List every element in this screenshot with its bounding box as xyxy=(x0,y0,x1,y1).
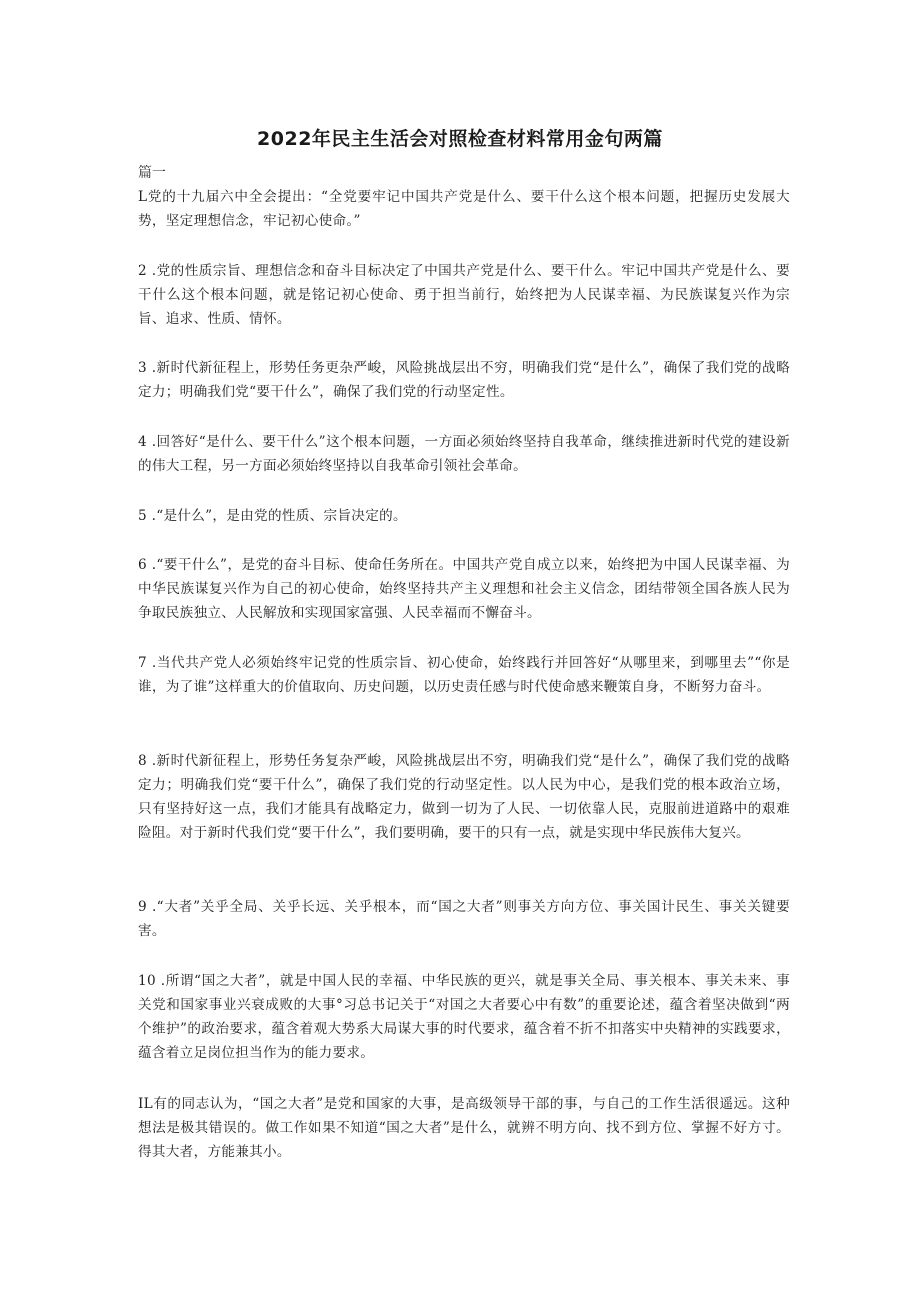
paragraph-5: 5 .“是什么”，是由党的性质、宗旨决定的。 xyxy=(138,508,407,524)
document-title: 2022年民主生活会对照检查材料常用金句两篇 xyxy=(257,128,663,150)
paragraph-11: IL有的同志认为，“国之大者”是党和国家的大事，是高级领导干部的事，与自己的工作生活很遥远。这种想法是极其错误的。做工作如果不知道“国之大者”是什么，就辨不明方向、找不到方位、掌握不好方寸。得其大者，方能兼其小。 xyxy=(138,1096,790,1160)
paragraph-1: L党的十九届六中全会提出：“全党要牢记中国共产党是什么、要干什么这个根本问题，把握历史发展大势，坚定理想信念，牢记初心使命。” xyxy=(138,189,790,229)
paragraph-6: 6 .“要干什么”，是党的奋斗目标、使命任务所在。中国共产党自成立以来，始终把为中国人民谋幸福、为中华民族谋复兴作为自己的初心使命，始终坚持共产主义理想和社会主义信念，团结带领全国各族人民为争取民族独立、人民解放和实现国家富强、人民幸福而不懈奋斗。 xyxy=(138,557,790,621)
paragraph-8: 8 .新时代新征程上，形势任务复杂严峻，风险挑战层出不穷，明确我们党“是什么”，确保了我们党的战略定力；明确我们党“要干什么”，确保了我们党的行动坚定性。以人民为中心，是我们党的根本政治立场，只有坚持好这一点，我们才能具有战略定力，做到一切为了人民、一切依靠人民，克服前进道路中的艰难险阻。对于新时代我们党“要干什么”，我们要明确，要干的只有一点，就是实现中华民族伟大复兴。 xyxy=(138,753,790,841)
paragraph-7: 7 .当代共产党人必须始终牢记党的性质宗旨、初心使命，始终践行并回答好“从哪里来，到哪里去”“你是谁，为了谁”这样重大的价值取向、历史问题，以历史责任感与时代使命感来鞭策自身，不断努力奋斗。 xyxy=(138,655,790,695)
section-label: 篇一 xyxy=(138,165,166,181)
paragraph-4: 4 .回答好“是什么、要干什么”这个根本问题，一方面必须始终坚持自我革命，继续推进新时代党的建设新的伟大工程，另一方面必须始终坚持以自我革命引领社会革命。 xyxy=(138,434,790,474)
paragraph-3: 3 .新时代新征程上，形势任务更杂严峻，风险挑战层出不穷，明确我们党“是什么”，确保了我们党的战略定力；明确我们党“要干什么”，确保了我们党的行动坚定性。 xyxy=(138,360,790,400)
paragraph-2: 2 .党的性质宗旨、理想信念和奋斗目标决定了中国共产党是什么、要干什么。牢记中国共产党是什么、要干什么这个根本问题，就是铭记初心使命、勇于担当前行，始终把为人民谋幸福、为民族谋复兴作为宗旨、追求、性质、情怀。 xyxy=(138,263,790,327)
paragraph-10: 10 .所谓“国之大者”，就是中国人民的幸福、中华民族的更兴，就是事关全局、事关根本、事关未来、事关党和国家事业兴衰成败的大事°习总书记关于“对国之大者要心中有数”的重要论述，蕴含着坚决做到“两个维护”的政治要求，蕴含着观大势系大局谋大事的时代要求，蕴含着不折不扣落实中央精神的实践要求，蕴含着立足岗位担当作为的能力要求。 xyxy=(138,973,790,1061)
paragraph-9: 9 .“大者”关乎全局、关乎长远、关乎根本，而“国之大者”则事关方向方位、事关国计民生、事关关键要害。 xyxy=(138,899,790,939)
